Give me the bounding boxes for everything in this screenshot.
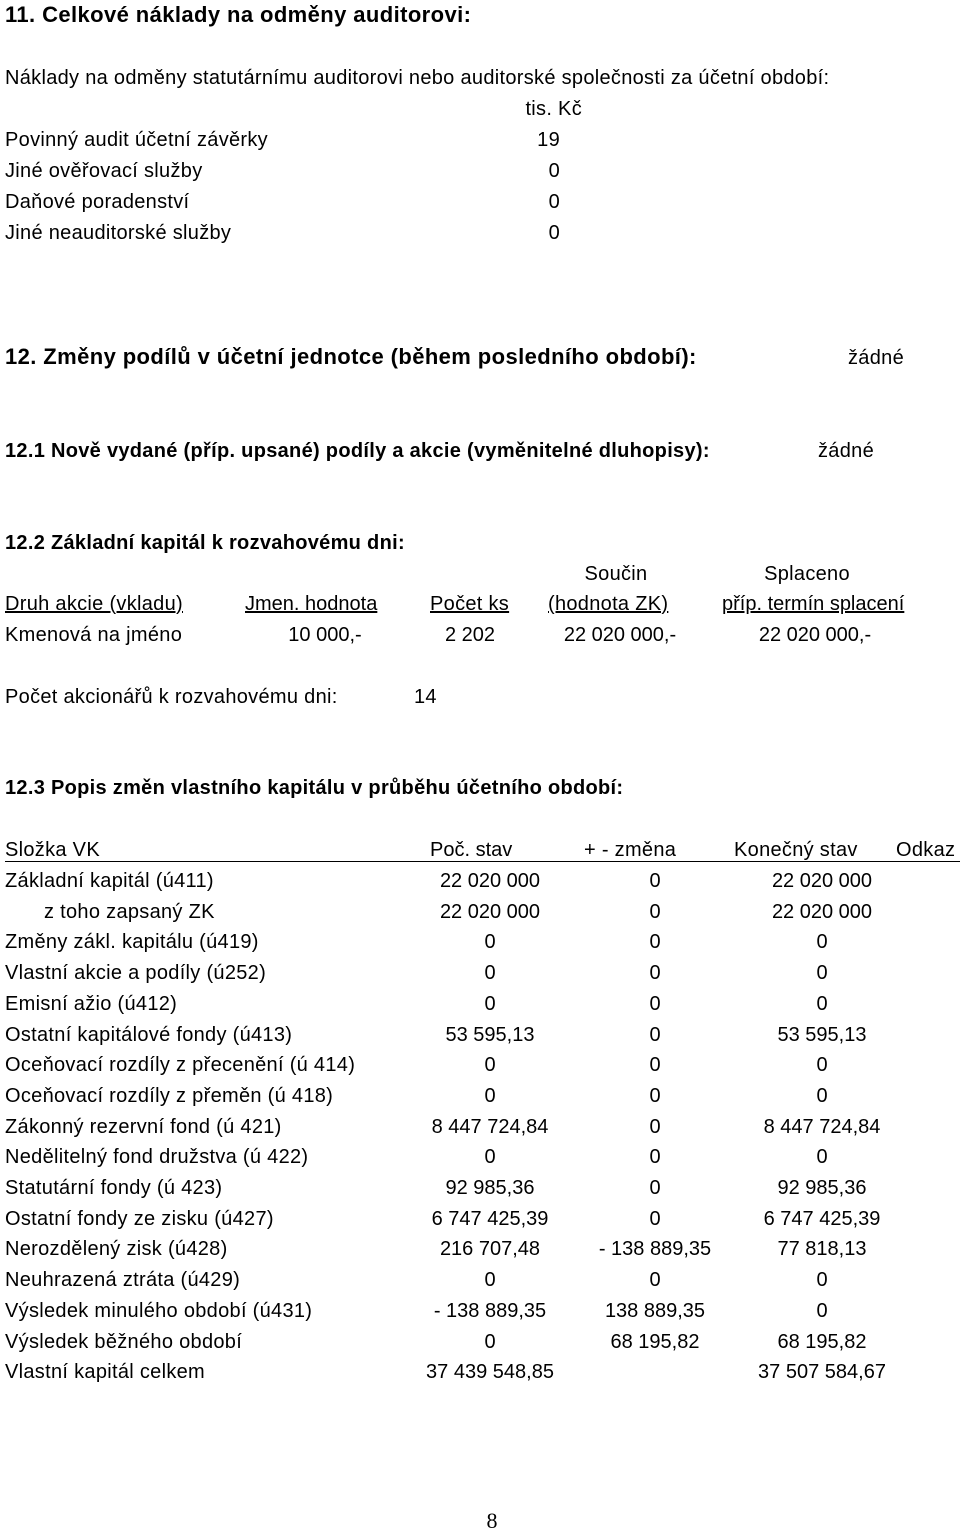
row-label: Zákonný rezervní fond (ú 421): [5, 1116, 282, 1138]
col-header-zmena: + - změna: [584, 839, 677, 861]
section-12-3-title: 12.3 Popis změn vlastního kapitálu v průběhu účetního období:: [5, 777, 624, 799]
section-11-intro: Náklady na odměny statutárnímu auditorovi nebo auditorské společnosti za účetní období:: [5, 67, 830, 89]
row-label: Ostatní fondy ze zisku (ú427): [5, 1208, 274, 1230]
row-label: Vlastní akcie a podíly (ú252): [5, 962, 267, 984]
audit-fee-value: 0: [548, 222, 560, 244]
row-label: z toho zapsaný ZK: [44, 901, 215, 923]
unit-label: tis. Kč: [525, 98, 582, 120]
audit-fee-value: 19: [537, 129, 560, 151]
header-underline: [5, 861, 960, 862]
cell-konecny-stav: 53 595,13: [777, 1024, 867, 1046]
col-header-odkaz: Odkaz: [896, 839, 956, 861]
cell-konecny-stav: 37 507 584,67: [758, 1361, 886, 1383]
section-12-title: 12. Změny podílů v účetní jednotce (během posledního období):: [5, 344, 697, 369]
cell-poc-stav: 0: [484, 1269, 496, 1291]
shareholders-value: 14: [414, 686, 437, 708]
cell-poc-stav: 0: [484, 1085, 496, 1107]
cell-konecny-stav: 0: [816, 931, 828, 953]
cell-konecny-stav: 0: [816, 1300, 828, 1322]
cell-zmena: 0: [649, 931, 661, 953]
cell-zmena: 0: [649, 901, 661, 923]
row-label: Nerozdělený zisk (ú428): [5, 1238, 228, 1260]
col-header-pocet: Počet ks: [430, 593, 510, 615]
cell-konecny-stav: 0: [816, 1054, 828, 1076]
cell-jmen: 10 000,-: [288, 624, 362, 646]
cell-zmena: 0: [649, 1116, 661, 1138]
col-header-jmen: Jmen. hodnota: [245, 593, 378, 615]
row-label: Základní kapitál (ú411): [5, 870, 214, 892]
cell-zmena: 0: [649, 993, 661, 1015]
row-label: Oceňovací rozdíly z přecenění (ú 414): [5, 1054, 356, 1076]
audit-fee-label: Povinný audit účetní závěrky: [5, 129, 268, 151]
row-label: Oceňovací rozdíly z přeměn (ú 418): [5, 1085, 334, 1107]
row-label: Výsledek běžného období: [5, 1331, 243, 1353]
section-12-2-title: 12.2 Základní kapitál k rozvahovému dni:: [5, 532, 405, 554]
cell-zmena: - 138 889,35: [598, 1238, 712, 1260]
cell-poc-stav: 22 020 000: [439, 901, 541, 923]
cell-zmena: 138 889,35: [604, 1300, 706, 1322]
cell-poc-stav: 0: [484, 1054, 496, 1076]
cell-zmena: 0: [649, 1024, 661, 1046]
cell-splaceno: 22 020 000,-: [758, 624, 872, 646]
col-header-splaceno: příp. termín splacení: [722, 593, 905, 615]
cell-zmena: 0: [649, 1208, 661, 1230]
cell-konecny-stav: 68 195,82: [777, 1331, 867, 1353]
row-label: Změny zákl. kapitálu (ú419): [5, 931, 259, 953]
col-header-kon: Konečný stav: [734, 839, 858, 861]
audit-fee-label: Jiné neauditorské služby: [5, 222, 232, 244]
cell-konecny-stav: 8 447 724,84: [763, 1116, 881, 1138]
row-label: Ostatní kapitálové fondy (ú413): [5, 1024, 293, 1046]
row-label: Statutární fondy (ú 423): [5, 1177, 223, 1199]
section-11-title: 11. Celkové náklady na odměny auditorovi:: [5, 2, 472, 27]
row-label: Emisní ažio (ú412): [5, 993, 178, 1015]
cell-poc-stav: 53 595,13: [445, 1024, 535, 1046]
audit-fee-value: 0: [548, 191, 560, 213]
cell-konecny-stav: 22 020 000: [771, 901, 873, 923]
cell-konecny-stav: 0: [816, 1269, 828, 1291]
cell-poc-stav: 6 747 425,39: [431, 1208, 549, 1230]
col-header-druh: Druh akcie (vkladu): [5, 593, 183, 615]
cell-konecny-stav: 77 818,13: [777, 1238, 867, 1260]
cell-pocet: 2 202: [444, 624, 496, 646]
cell-zmena: 0: [649, 1269, 661, 1291]
cell-konecny-stav: 0: [816, 962, 828, 984]
cell-konecny-stav: 0: [816, 993, 828, 1015]
cell-konecny-stav: 6 747 425,39: [763, 1208, 881, 1230]
col-header-splaceno-top: Splaceno: [764, 563, 850, 585]
cell-zmena: 0: [649, 962, 661, 984]
cell-poc-stav: 0: [484, 931, 496, 953]
row-label: Nedělitelný fond družstva (ú 422): [5, 1146, 309, 1168]
cell-konecny-stav: 0: [816, 1146, 828, 1168]
cell-poc-stav: 216 707,48: [439, 1238, 541, 1260]
shareholders-label: Počet akcionářů k rozvahovému dni:: [5, 686, 338, 708]
section-12-value: žádné: [848, 347, 904, 369]
cell-zmena: 0: [649, 1146, 661, 1168]
cell-poc-stav: - 138 889,35: [433, 1300, 547, 1322]
cell-zmena: 0: [649, 1085, 661, 1107]
cell-poc-stav: 92 985,36: [445, 1177, 535, 1199]
row-label: Výsledek minulého období (ú431): [5, 1300, 313, 1322]
cell-poc-stav: 0: [484, 962, 496, 984]
cell-konecny-stav: 22 020 000: [771, 870, 873, 892]
section-12-1-title: 12.1 Nově vydané (příp. upsané) podíly a akcie (vyměnitelné dluhopisy):: [5, 440, 710, 462]
cell-poc-stav: 0: [484, 1146, 496, 1168]
col-header-soucin-top: Součin: [584, 563, 648, 585]
cell-konecny-stav: 0: [816, 1085, 828, 1107]
row-label: Neuhrazená ztráta (ú429): [5, 1269, 241, 1291]
cell-zmena: 0: [649, 1054, 661, 1076]
col-header-poc: Poč. stav: [430, 839, 513, 861]
audit-fee-label: Jiné ověřovací služby: [5, 160, 203, 182]
cell-poc-stav: 0: [484, 993, 496, 1015]
cell-poc-stav: 8 447 724,84: [431, 1116, 549, 1138]
col-header-slozka: Složka VK: [5, 839, 100, 861]
cell-druh: Kmenová na jméno: [5, 624, 183, 646]
cell-soucin: 22 020 000,-: [563, 624, 677, 646]
cell-konecny-stav: 92 985,36: [777, 1177, 867, 1199]
row-label: Vlastní kapitál celkem: [5, 1361, 206, 1383]
cell-zmena: 0: [649, 870, 661, 892]
cell-zmena: 68 195,82: [610, 1331, 700, 1353]
audit-fee-label: Daňové poradenství: [5, 191, 190, 213]
col-header-soucin: (hodnota ZK): [548, 593, 669, 615]
section-12-1-value: žádné: [818, 440, 874, 462]
audit-fee-value: 0: [548, 160, 560, 182]
cell-poc-stav: 0: [484, 1331, 496, 1353]
cell-zmena: 0: [649, 1177, 661, 1199]
cell-poc-stav: 22 020 000: [439, 870, 541, 892]
cell-poc-stav: 37 439 548,85: [426, 1361, 554, 1383]
page-number: 8: [486, 1508, 498, 1533]
